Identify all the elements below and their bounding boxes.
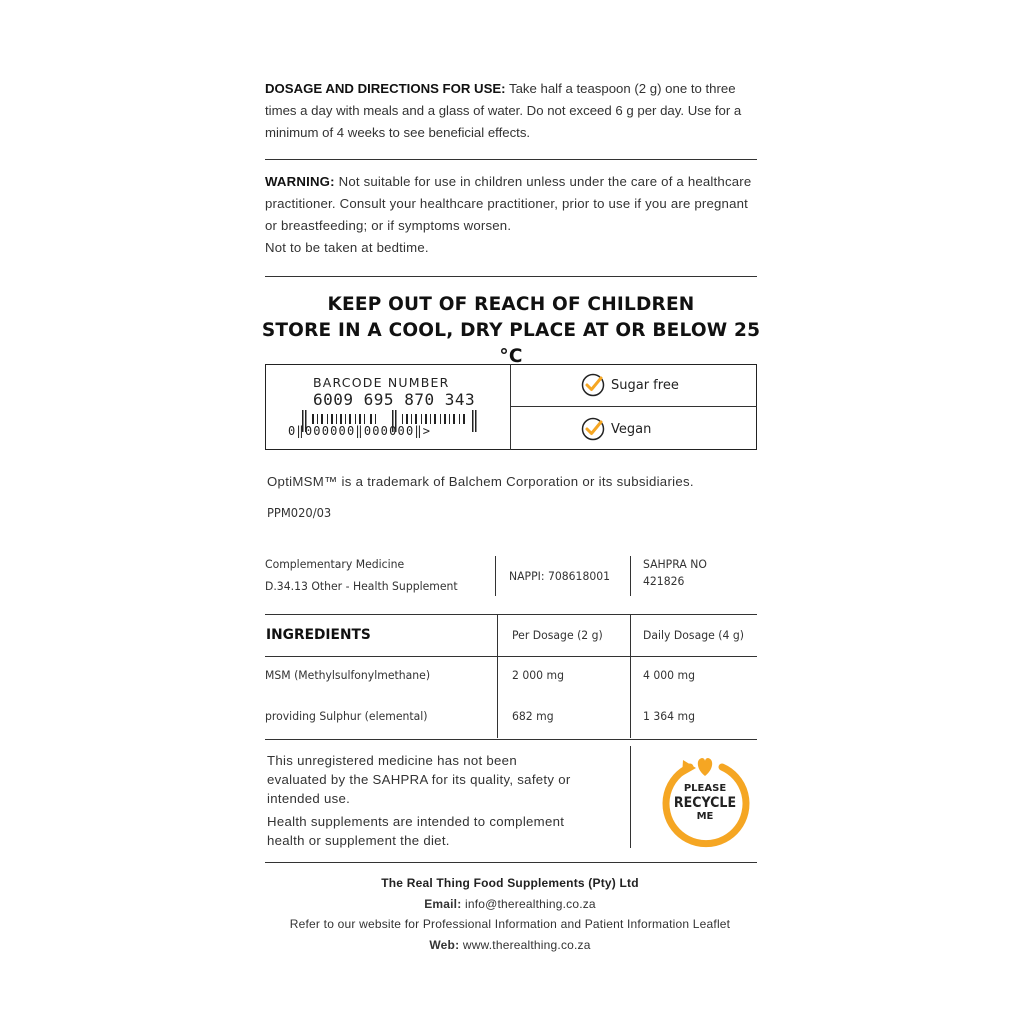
- dosage-section: [265, 78, 757, 144]
- table-divider: [497, 614, 498, 738]
- warning-heading: WARNING:: [265, 174, 335, 189]
- web-link[interactable]: www.therealthing.co.za: [462, 937, 591, 952]
- check-circle-icon: [581, 417, 605, 441]
- recycle-recycle: RECYCLE: [673, 795, 737, 811]
- claim-sugar-free: Sugar free: [611, 378, 679, 393]
- divider: [265, 614, 757, 615]
- storage-warning: [255, 292, 767, 370]
- warning-text-bedtime: Not to be taken at bedtime.: [265, 240, 429, 255]
- disclaimer-line: evaluated by the SAHPRA for its quality, safety or: [267, 772, 571, 787]
- check-circle-icon: [581, 373, 605, 397]
- keep-out-of-reach-text: KEEP OUT OF REACH OF CHILDREN: [327, 294, 695, 315]
- store-cool-dry-text: STORE IN A COOL, DRY PLACE AT OR BELOW 25 °C: [261, 320, 761, 367]
- daily-dosage-header: Daily Dosage (4 g): [643, 628, 744, 642]
- table-row-sulphur-name: providing Sulphur (elemental): [265, 709, 428, 723]
- email-label: Email:: [424, 896, 462, 911]
- sahpra-label: SAHPRA NO: [643, 557, 707, 571]
- website-reference: Refer to our website for Professional Information and Patient Information Leaflet: [289, 917, 731, 931]
- table-divider: [630, 614, 631, 738]
- category-line2: D.34.13 Other - Health Supplement: [265, 579, 458, 593]
- recycle-me: ME: [696, 811, 714, 822]
- box-divider: [510, 364, 511, 450]
- heart-icon: [698, 758, 712, 776]
- email-link[interactable]: info@therealthing.co.za: [464, 896, 596, 911]
- trademark-note: OptiMSM™ is a trademark of Balchem Corporation or its subsidiaries.: [267, 474, 694, 489]
- table-row-msm-daily: 4 000 mg: [643, 668, 695, 682]
- per-dosage-header: Per Dosage (2 g): [512, 628, 603, 642]
- dosage-text: Take half a teaspoon (2 g) one to three times a day with meals and a glass of water. Do not exceed 6 g per day. Use for a minimum of 4 weeks to see beneficial effects.: [265, 81, 742, 140]
- recycle-text: [660, 783, 750, 823]
- table-row-sulphur-per: 682 mg: [512, 709, 554, 723]
- barcode-label: BARCODE NUMBER: [313, 375, 450, 390]
- sahpra-number: 421826: [643, 574, 685, 588]
- divider: [265, 739, 757, 740]
- dosage-heading: DOSAGE AND DIRECTIONS FOR USE:: [265, 81, 506, 96]
- ingredients-header: INGREDIENTS: [266, 627, 371, 643]
- divider: [265, 862, 757, 863]
- table-row-msm-per: 2 000 mg: [512, 668, 564, 682]
- warning-section: [265, 171, 757, 259]
- disclaimer-line: health or supplement the diet.: [267, 833, 450, 848]
- table-row-sulphur-daily: 1 364 mg: [643, 709, 695, 723]
- recycle-please: PLEASE: [683, 783, 727, 794]
- table-row-msm-name: MSM (Methylsulfonylmethane): [265, 668, 431, 682]
- footer-web-row: [240, 935, 780, 956]
- footer: [240, 873, 780, 955]
- registration-divider: [630, 556, 631, 596]
- nappi-code: NAPPI: 708618001: [509, 569, 611, 583]
- disclaimer-text: [267, 751, 571, 850]
- disclaimer-line: This unregistered medicine has not been: [267, 753, 517, 768]
- claim-vegan: Vegan: [611, 422, 652, 437]
- disclaimer-divider: [630, 746, 631, 848]
- barcode-digits: 0‖000000‖000000‖>: [288, 424, 432, 438]
- footer-email-row: [240, 894, 780, 915]
- divider: [265, 656, 757, 657]
- category-line1: Complementary Medicine: [265, 557, 405, 571]
- web-label: Web:: [429, 937, 460, 952]
- registration-divider: [495, 556, 496, 596]
- warning-text: Not suitable for use in children unless under the care of a healthcare practitioner. Consult your healthcare practitioner, prior to use if you are pregnant or breastfeeding; or if symptoms worsen.: [265, 174, 752, 233]
- product-code: PPM020/03: [267, 505, 332, 520]
- disclaimer-line: intended use.: [267, 791, 351, 806]
- divider: [265, 159, 757, 160]
- divider: [265, 276, 757, 277]
- box-hdivider: [510, 406, 757, 407]
- company-name: The Real Thing Food Supplements (Pty) Ltd: [381, 876, 639, 890]
- disclaimer-line: Health supplements are intended to complement: [267, 814, 565, 829]
- barcode-number: 6009 695 870 343: [313, 390, 476, 409]
